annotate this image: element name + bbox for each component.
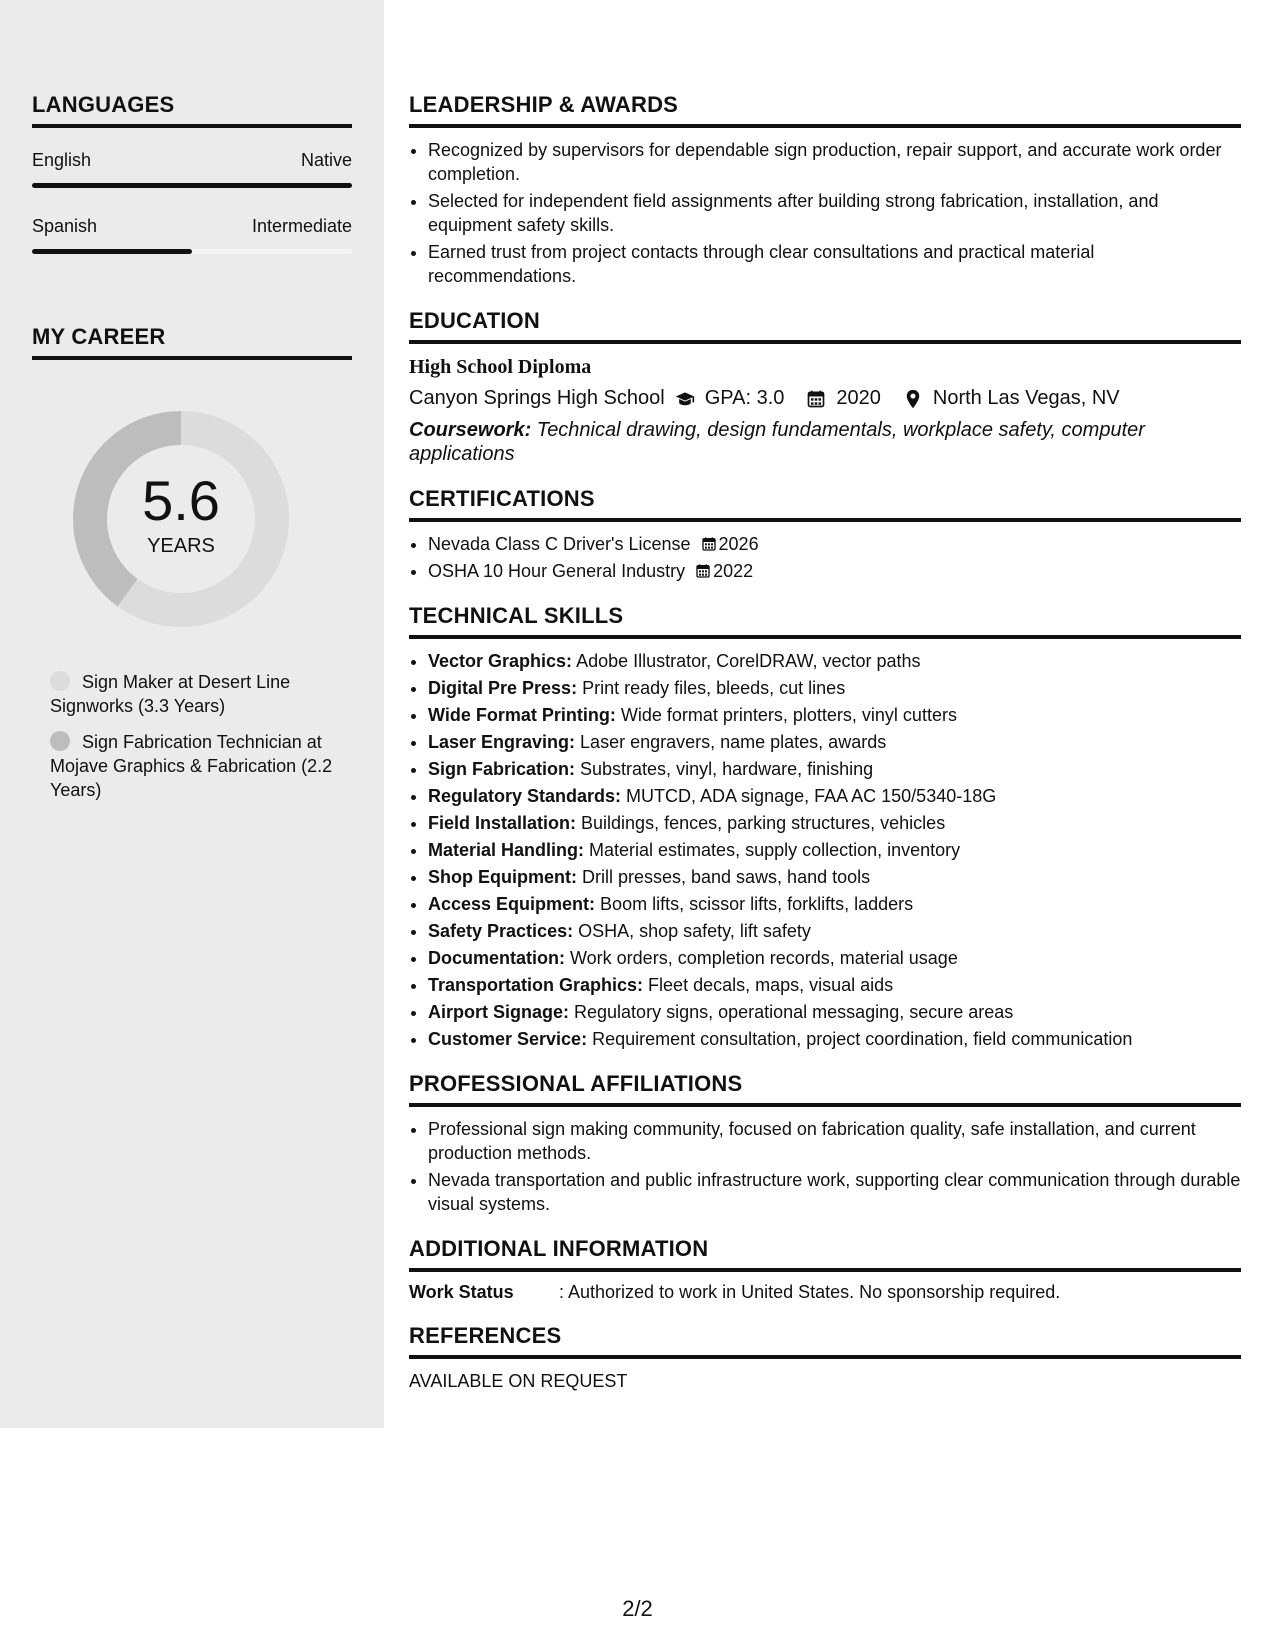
career-legend-dot (50, 731, 70, 751)
skill-value: Buildings, fences, parking structures, vehicles (576, 813, 946, 833)
education-meta (409, 387, 1241, 410)
education-school: Canyon Springs High School (409, 387, 665, 409)
technical-skills-section (409, 603, 1241, 1051)
skill-label: Laser Engraving: (428, 732, 576, 752)
career-years-unit: YEARS (147, 534, 215, 557)
section-heading: PROFESSIONAL AFFILIATIONS (409, 1071, 1241, 1107)
skill-value: OSHA, shop safety, lift safety (573, 921, 811, 941)
certification-name: Nevada Class C Driver's License (428, 534, 691, 554)
graduation-cap-icon (675, 389, 695, 409)
work-status-label: Work Status (409, 1282, 514, 1302)
skill-item (428, 946, 1241, 970)
leadership-section (409, 92, 1241, 288)
skill-item (428, 892, 1241, 916)
page-number: 2/2 (622, 1596, 653, 1621)
career-role-label: Sign Fabrication Technician at Mojave Graphics & Fabrication (2.2 Years) (50, 732, 333, 800)
certification-name: OSHA 10 Hour General Industry (428, 561, 686, 581)
career-legend-item (50, 670, 352, 718)
skill-item (428, 1027, 1241, 1051)
language-bar-fill (32, 249, 192, 254)
skill-value: Laser engravers, name plates, awards (575, 732, 887, 752)
skill-value: Wide format printers, plotters, vinyl cutters (615, 705, 957, 725)
certifications-section (409, 486, 1241, 583)
language-level: Native (300, 150, 352, 170)
donut-center (66, 404, 296, 634)
certification-year: 2022 (713, 561, 754, 581)
calendar-icon (806, 389, 826, 409)
skill-value: Material estimates, supply collection, inventory (584, 840, 961, 860)
career-legend-dot (50, 671, 70, 691)
skill-item (428, 919, 1241, 943)
references-text: AVAILABLE ON REQUEST (409, 1371, 628, 1391)
skill-label: Field Installation: (428, 813, 577, 833)
language-row-english (32, 150, 352, 171)
skill-value: MUTCD, ADA signage, FAA AC 150/5340-18G (621, 786, 997, 806)
skill-value: Regulatory signs, operational messaging, secure areas (569, 1002, 1014, 1022)
skill-item (428, 811, 1241, 835)
skill-label: Access Equipment: (428, 894, 596, 914)
coursework-text: Technical drawing, design fundamentals, workplace safety, computer applications (409, 419, 1145, 465)
skill-value: Substrates, vinyl, hardware, finishing (575, 759, 874, 779)
certification-item (428, 532, 1241, 556)
work-status-value: : Authorized to work in United States. No sponsorship required. (559, 1282, 1061, 1302)
affiliation-item: • Professional sign making community, focused on fabrication quality, safe installation, and current production methods. (428, 1117, 1241, 1165)
skill-label: Regulatory Standards: (428, 786, 622, 806)
location-pin-icon (903, 389, 923, 409)
language-row-spanish (32, 216, 352, 237)
work-status-row (409, 1282, 1241, 1303)
skill-value: Work orders, completion records, material usage (565, 948, 958, 968)
language-bar-fill (32, 183, 352, 188)
certification-item (428, 559, 1241, 583)
sidebar (0, 0, 384, 1428)
skill-label: Documentation: (428, 948, 565, 968)
leadership-list (409, 138, 1241, 288)
skill-value: Boom lifts, scissor lifts, forklifts, ladders (595, 894, 914, 914)
skill-value: Fleet decals, maps, visual aids (643, 975, 894, 995)
education-section (409, 308, 1241, 466)
certification-year: 2026 (718, 534, 759, 554)
education-location: North Las Vegas, NV (932, 387, 1120, 409)
skill-label: Safety Practices: (428, 921, 574, 941)
skill-label: Vector Graphics: (428, 651, 573, 671)
education-gpa: GPA: 3.0 (704, 387, 785, 409)
education-coursework (409, 418, 1241, 466)
skill-item (428, 730, 1241, 754)
education-degree: High School Diploma (409, 356, 592, 378)
affiliations-list (409, 1117, 1241, 1216)
section-heading: CERTIFICATIONS (409, 486, 1241, 522)
section-heading: REFERENCES (409, 1323, 1241, 1359)
coursework-label: Coursework: (409, 419, 532, 441)
section-heading: LEADERSHIP & AWARDS (409, 92, 1241, 128)
leadership-item: • Selected for independent field assignments after building strong fabrication, installation, and equipment safety skills. (428, 189, 1241, 237)
career-total-years: 5.6 (142, 468, 220, 532)
main-content (409, 92, 1241, 1412)
additional-information-section (409, 1236, 1241, 1303)
section-heading: ADDITIONAL INFORMATION (409, 1236, 1241, 1272)
skill-item (428, 676, 1241, 700)
skill-value: Adobe Illustrator, CorelDRAW, vector paths (572, 651, 921, 671)
skill-label: Airport Signage: (428, 1002, 570, 1022)
skill-label: Shop Equipment: (428, 867, 577, 887)
career-role-label: Sign Maker at Desert Line Signworks (3.3 Years) (50, 672, 291, 716)
skill-item (428, 703, 1241, 727)
calendar-icon (701, 536, 717, 552)
languages-heading: LANGUAGES (32, 92, 352, 128)
skills-list (409, 649, 1241, 1051)
leadership-item: • Earned trust from project contacts through clear consultations and practical material recommendations. (428, 240, 1241, 288)
section-heading: TECHNICAL SKILLS (409, 603, 1241, 639)
language-name: Spanish (32, 216, 98, 236)
skill-item (428, 649, 1241, 673)
education-year: 2020 (836, 387, 881, 409)
language-name: English (32, 150, 92, 170)
sidebar-content (32, 92, 352, 814)
skill-label: Digital Pre Press: (428, 678, 578, 698)
career-heading: MY CAREER (32, 324, 352, 360)
skill-label: Sign Fabrication: (428, 759, 576, 779)
language-bar-spanish (32, 249, 352, 254)
section-heading: EDUCATION (409, 308, 1241, 344)
skill-item (428, 784, 1241, 808)
language-bar-english (32, 183, 352, 188)
skill-value: Requirement consultation, project coordination, field communication (587, 1029, 1133, 1049)
skill-value: Drill presses, band saws, hand tools (576, 867, 871, 887)
affiliation-item: • Nevada transportation and public infrastructure work, supporting clear communication through durable visual systems. (428, 1168, 1241, 1216)
calendar-icon (695, 563, 711, 579)
skill-item (428, 838, 1241, 862)
career-legend (32, 670, 352, 802)
skill-label: Wide Format Printing: (428, 705, 616, 725)
skill-item (428, 1000, 1241, 1024)
skill-label: Material Handling: (428, 840, 585, 860)
skill-value: Print ready files, bleeds, cut lines (577, 678, 846, 698)
references-section (409, 1323, 1241, 1392)
leadership-item: • Recognized by supervisors for dependable sign production, repair support, and accurate work order completion. (428, 138, 1241, 186)
skill-item (428, 865, 1241, 889)
skill-label: Transportation Graphics: (428, 975, 644, 995)
skill-label: Customer Service: (428, 1029, 588, 1049)
skill-item (428, 973, 1241, 997)
career-legend-item (50, 730, 352, 802)
skill-item (428, 757, 1241, 781)
language-level: Intermediate (251, 216, 352, 236)
certifications-list (409, 532, 1241, 583)
career-donut-chart (66, 404, 296, 634)
affiliations-section (409, 1071, 1241, 1216)
